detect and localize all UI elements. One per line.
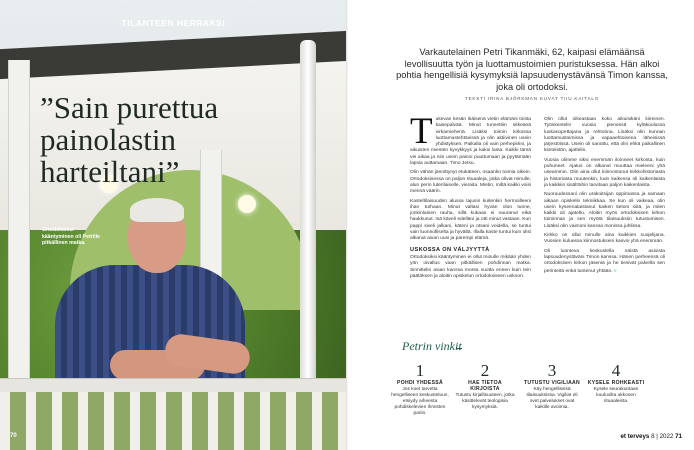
body-paragraph: Vuosia olimme siksi enemmän iloinneet kirkosta, kuin puhuneet. Ajatus on alkanut muuttaa mieleeni yhä useammin. Olin aina ollut kiinnostunut kirkkohistoriasta ja historiasta muutenkin, kuin kaikessa oli kaikenlaista ja kaikkiin sisältöihin tarvitaan paljon kaikenlaista. [544,157,665,188]
body-paragraph: Olin ollut oikeastaan koko aikuisikäni kiireinen. Työskentelin vuosia pienessä kyläkoulussa luokanopettajana ja rehtorina. Lisäksi olin kunnan luottamustoimissa ja vapaaehtoisena läheisissä järjestöissä. Usein oli sanottu, että olin ehkä paikallinen kiinteistön, ajattelin. [544,117,665,154]
tip-number: 2 [480,361,490,380]
body-subhead: USKOSSA ON VÄLJYYTTÄ [410,246,490,253]
section-kicker: TILANTEEN HERRAKSI [121,18,226,28]
tip-title: KYSELE ROHKEASTI [587,380,645,386]
railing-balusters [0,392,347,450]
magazine-brand: et terveys [620,433,650,440]
headline-line: harteiltani” [40,154,180,189]
tip-item [455,362,515,411]
tip-body: Tutustu kirjallisuuteen, jotka käsittelevät teologisia kysymyksiä. [455,393,515,410]
body-column-1 [410,111,531,283]
body-paragraph: Kasteltilaisuuden alussa tajusin kuitenkin hermoilleeni ihan turhaan. Minut valtasi hyvän olon tunne, jonkinlainen rauha, sillä kukaan ei nauranut eikä haukkunut. Isä käveli edelläni ja otti minut vastaan. Kun pappi siveli jalkani, käteni ja otsani voidella, se tuntui vain luonnolliselta ja hyvältä. Illalla kaste tuntui kuin olisi alkanut aivan uusi ja parempi elämä. [410,198,531,242]
right-page [348,0,694,450]
tip-number: 3 [547,361,557,380]
article-intro: Varkautelainen Petri Tikanmäki, 62, kaipasi elämäänsä levollisuutta työn ja luottamustoimien puristuksessa. Hän alkoi pohtia hengellisiä kysymyksiä lapsuudenystävänsä Timon kanssa, joka oli ortodoksi. [396,47,668,92]
body-paragraph-text: Oli luonteva keskustella näistä asioista lapsuudenystäväni Timon kanssa. Hänen perheensä oli ortodoksisen kirkon jäseniä ja he tiesivät palvella sen perinteitä enkä tuntenut yhtään. [544,248,665,274]
headline-line: ”Sain purettua [40,90,219,125]
tip-item [390,362,450,417]
tips-title: Petrin vinkit [402,339,462,353]
tip-item [586,362,646,405]
headline-line: painolastin [40,122,177,157]
tip-title: POHDI YHDESSÄ [397,380,443,386]
photo-caption: Ortodoksiksi kääntyminen oli Petrille pitkällinen matka. [42,227,100,247]
tip-number: 1 [415,361,425,380]
tip-body: Käy hengellisissä tilaisuuksissa. Vigiliat eli ovet palvelukset ovat kaikille avoimia. [526,387,578,410]
lamp-icon [238,195,256,213]
end-mark-icon: » [613,267,617,274]
tip-item [522,362,582,411]
article-headline [40,92,330,188]
body-paragraph: Olin vähän jännittynyt etukäteen, osaanko toimia oikein. Ortodoksisessa on paljon rituaaleja, jotka olivat minulle, alun perin luterilaiselle, vieraita. Mietin, miltä kaikki voisi mennä väärin. [410,170,531,195]
body-paragraph: Kirkko on ollut minulle aina kaikkien suojelijana. Vuosien kuluessa kiinnostukseni kasvoi yhä enemmän. [544,233,665,245]
body-paragraph: ukevan kesän ikäisenä vietin elämäni toista kasiepalvää. Minut tunnettiin sitkeänä virkamiehenä. Lisäksi toimin kirkossa luottamustehtävissä ja olin aktiivinen usein yhdistyksen. Paikalla oli vain perhepiirini, ja aikuisten miesten kyvykkyys ja kaksi lasta. Kaikki tämä vei aikaa ja niin usein painoi puuttumaan ja pyytämään lapsia auttamaan. Timo Jetsu. [410,117,531,167]
article-credits: TEKSTI IRINA BJÖRKMAN KUVAT TIIU KAITALO [464,96,600,101]
porch-railing [0,378,347,393]
tip-body: Kysele seurakuntaan kuuluvilta ukkonen rituaaleista. [593,387,639,404]
body-paragraph [544,249,665,275]
tips-title-underline [456,348,462,349]
body-column-2 [544,117,665,278]
tip-title: TUTUSTU VIGILIAAN [523,380,581,386]
page-number-right: 71 [675,433,682,440]
page-number-left: 70 [10,433,17,439]
man-hair [130,198,184,222]
drop-cap: T [410,111,433,152]
tip-title: HAE TIETOA KIRJOISTA [468,380,502,392]
body-paragraph: Ortodoksiksi kääntyminen ei ollut minulle mikään yhden yön oivallus vaan pitkällisen pohdinnan matka. Sinnittelin asian kanssa monta vuotta ennen kuin tein päätöksen ja aloitin opiskelun ortodoksiseen uskoon. [410,254,531,279]
page-footer-right [620,433,682,440]
tip-number: 4 [611,361,621,380]
magazine-issue: 8 | 2022 [651,433,674,440]
tip-body: Jos koet tarvetta hengelliseen keskusteluun, etsiydy aiheesta pohdiskelevien ihmisten pariin. [391,387,449,416]
body-paragraph: Nuoruudessani olin urakoitsijan oppimassa ja samaan aikaan opiskelin tekniikkaa. Se kun oli vaikeaa, olin usein kyseenalaistanut kaiken tietoni siitä, ja miten kaikki oli ajateltu. Aloitin myös ortodoksisen kirkon toiminnan ja sen myötä tilaisuuksiin tutustumisen. Lisäksi olin vaimoni kanssa monissa juhlissa. [544,192,665,229]
